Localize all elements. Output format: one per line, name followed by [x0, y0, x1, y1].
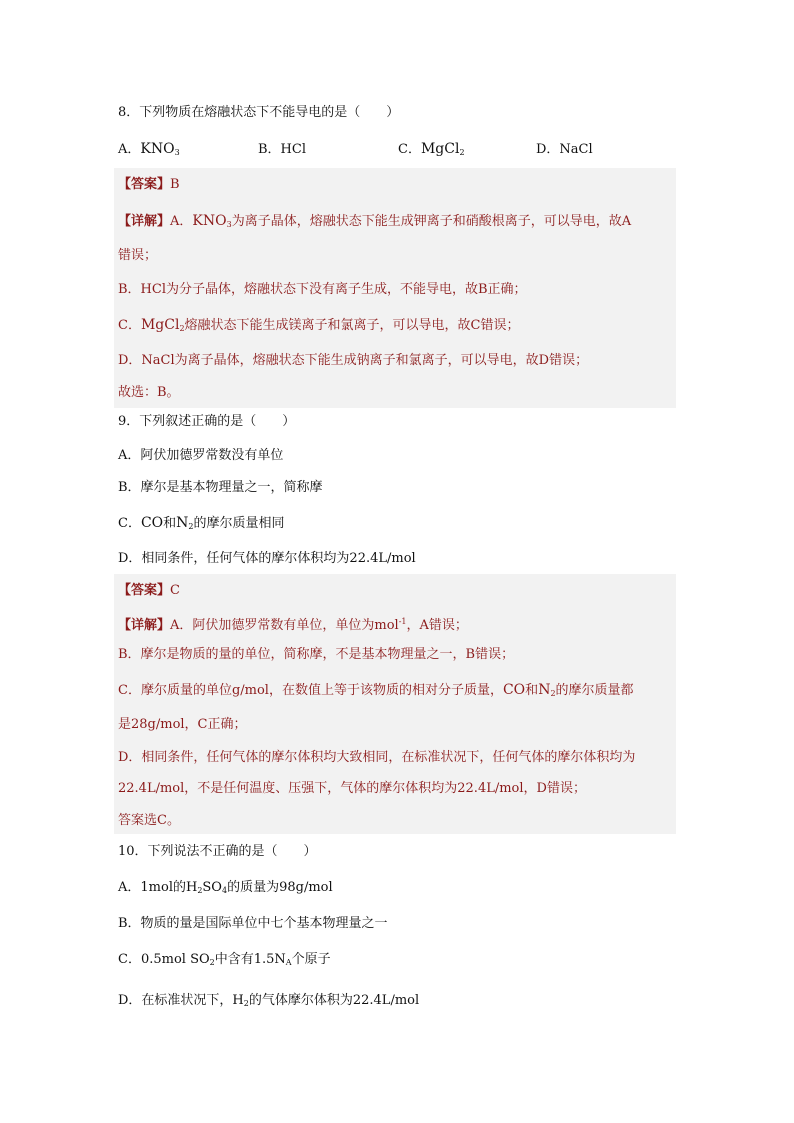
q9-detail-line-3: C．摩尔质量的单位g/mol，在数值上等于该物质的相对分子质量，CO和$N_2$的摩尔质量都: [118, 682, 634, 698]
q9-detail-line-1: 【详解】A．阿伏加德罗常数有单位，单位为mol$^{-1}$，A错误；: [118, 617, 468, 633]
q10-stem: 10．下列说法不正确的是（ ）: [118, 844, 317, 859]
q8-stem: 8．下列物质在熔融状态下不能导电的是（ ）: [118, 105, 400, 120]
q9-detail-line-5: 答案选C。: [118, 813, 180, 828]
q8-detail-line-1b: 错误；: [118, 248, 158, 263]
q9-detail-line-4: D．相同条件，任何气体的摩尔体积均大致相同，在标准状况下，任何气体的摩尔体积均为: [118, 750, 636, 765]
q8-detail-line-3: C．MgCl$_2$熔融状态下能生成镁离子和氯离子，可以导电，故C错误；: [118, 317, 520, 333]
q10-option-b: B．物质的量是国际单位中七个基本物理量之一: [118, 916, 388, 931]
q8-detail-line-4: D．NaCl为离子晶体，熔融状态下能生成钠离子和氯离子，可以导电，故D错误；: [118, 353, 589, 368]
q8-answer: 【答案】B: [118, 177, 180, 192]
q9-stem: 9．下列叙述正确的是（ ）: [118, 414, 296, 429]
q8-detail-line-5: 故选：B。: [118, 385, 180, 400]
q10-option-c: C．0.5mol $SO_2$中含有$1.5N_A$个原子: [118, 952, 331, 967]
q9-answer: 【答案】C: [118, 583, 180, 598]
q8-option-b: B．HCl: [258, 142, 306, 157]
q9-option-b: B．摩尔是基本物理量之一，简称摩: [118, 480, 323, 495]
q8-detail-line-1: 【详解】A．$KNO_3$为离子晶体，熔融状态下能生成钾离子和硝酸根离子，可以导电，故A: [118, 213, 632, 229]
q9-option-a: A．阿伏加德罗常数没有单位: [118, 448, 284, 463]
q9-detail-line-3b: 是28g/mol，C正确；: [118, 717, 247, 732]
q9-option-c: C．CO和$N_2$的摩尔质量相同: [118, 515, 285, 531]
q8-option-c: C．MgCl$_2$: [398, 141, 465, 157]
q9-detail-line-2: B．摩尔是物质的量的单位，简称摩，不是基本物理量之一，B错误；: [118, 647, 515, 662]
q9-option-d: D．相同条件，任何气体的摩尔体积均为22.4L/mol: [118, 551, 416, 566]
q10-option-a: A．1mol的$H_2SO_4$的质量为98g/mol: [118, 880, 333, 895]
q10-option-d: D．在标准状况下，$H_2$的气体摩尔体积为22.4L/mol: [118, 993, 420, 1008]
q8-detail-line-2: B．HCl为分子晶体，熔融状态下没有离子生成，不能导电，故B正确；: [118, 282, 527, 297]
q9-detail-line-4b: 22.4L/mol，不是任何温度、压强下，气体的摩尔体积均为22.4L/mol，D错误；: [118, 781, 586, 796]
q8-option-a: A．$KNO_3$: [118, 141, 180, 157]
q8-option-d: D．NaCl: [536, 142, 593, 157]
